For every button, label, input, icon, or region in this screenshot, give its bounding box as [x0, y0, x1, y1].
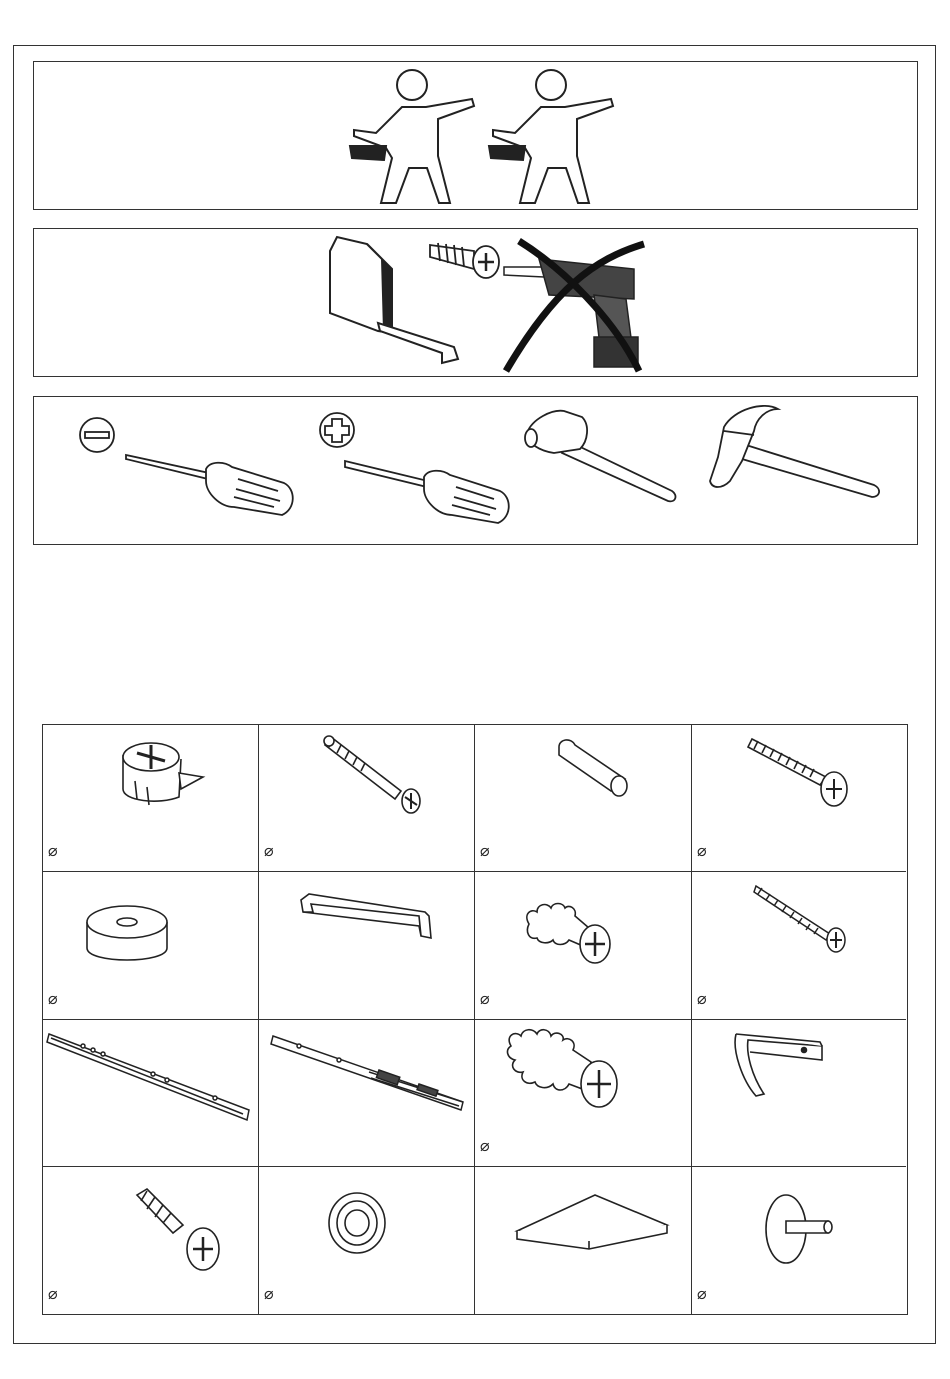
short-wood-screw-icon: [43, 1167, 259, 1314]
part-cell-bent-bracket: [692, 1020, 906, 1167]
wooden-dowel-icon: [475, 725, 692, 872]
shelf-support-icon: [692, 1167, 906, 1314]
part-cell-round-spacer: [43, 872, 259, 1020]
part-cell-shelf-support: [692, 1167, 906, 1314]
diameter-label: ⌀: [48, 1284, 58, 1303]
part-cell-euro-screw: [475, 872, 692, 1020]
handle-icon: [259, 872, 475, 1020]
part-cell-felt-pad: [475, 1167, 692, 1314]
part-cell-handle: [259, 872, 475, 1020]
part-cell-cam-bolt: [259, 725, 475, 872]
rubber-mallet-icon: [525, 411, 675, 502]
diameter-label: ⌀: [697, 1284, 707, 1303]
parts-grid: [42, 724, 908, 1315]
bent-bracket-icon: [692, 1020, 906, 1167]
part-cell-short-wood-screw: [43, 1167, 259, 1314]
diameter-label: ⌀: [480, 1136, 490, 1155]
euro-screw-icon: [475, 872, 692, 1020]
washer-icon: [259, 1167, 475, 1314]
part-cell-drawer-slide-right: [259, 1020, 475, 1167]
claw-hammer-icon: [710, 406, 879, 497]
diameter-label: ⌀: [264, 1284, 274, 1303]
diameter-label: ⌀: [697, 841, 707, 860]
machine-bolt-icon: [692, 725, 906, 872]
screw-icon: [430, 243, 499, 278]
phillips-screwdriver-icon: [345, 461, 509, 523]
two-person-assembly-icon: [34, 62, 919, 211]
no-power-drill-icon: [504, 241, 644, 371]
part-cell-wooden-dowel: [475, 725, 692, 872]
diameter-label: ⌀: [264, 841, 274, 860]
large-euro-screw-icon: [475, 1020, 692, 1167]
felt-pad-icon: [475, 1167, 692, 1314]
flathead-symbol-icon: [80, 418, 114, 452]
long-wood-screw-icon: [692, 872, 906, 1020]
part-cell-long-wood-screw: [692, 872, 906, 1020]
part-cell-large-euro-screw: [475, 1020, 692, 1167]
drawer-slide-left-icon: [43, 1020, 259, 1167]
diameter-label: ⌀: [480, 989, 490, 1008]
round-spacer-icon: [43, 872, 259, 1020]
diameter-label: ⌀: [48, 841, 58, 860]
tools-required-panel: [33, 228, 918, 377]
phillips-symbol-icon: [320, 413, 354, 447]
part-cell-drawer-slide-left: [43, 1020, 259, 1167]
cam-bolt-icon: [259, 725, 475, 872]
diameter-label: ⌀: [697, 989, 707, 1008]
part-cell-machine-bolt: [692, 725, 906, 872]
hand-tools-panel: [33, 396, 918, 545]
flathead-screwdriver-icon: [126, 455, 293, 515]
part-cell-washer: [259, 1167, 475, 1314]
two-person-panel: [33, 61, 918, 210]
part-cell-cam-lock: [43, 725, 259, 872]
cam-lock-icon: [43, 725, 259, 872]
drawer-slide-right-icon: [259, 1020, 475, 1167]
diameter-label: ⌀: [480, 841, 490, 860]
diameter-label: ⌀: [48, 989, 58, 1008]
